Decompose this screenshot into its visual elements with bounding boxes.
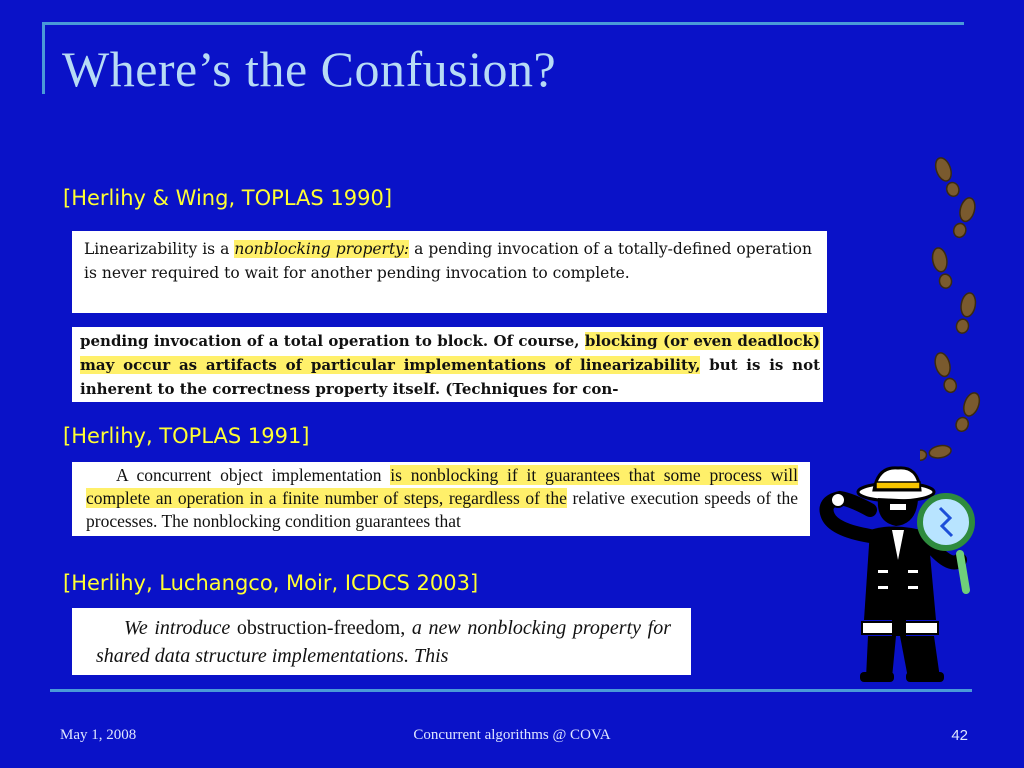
- excerpt-3-highlight: is nonblocking if it guarantees that some process will complete an operation in a finite number of steps, regardless of the: [86, 465, 798, 508]
- footprint-6: [954, 390, 982, 434]
- citation-herlihy-luchangco-moir: [Herlihy, Luchangco, Moir, ICDCS 2003]: [63, 571, 479, 595]
- footprint-3: [931, 247, 953, 290]
- excerpt-1-text-before: Linearizability is a: [84, 240, 235, 258]
- excerpt-box-3: [72, 462, 810, 536]
- footprints-icon: [920, 150, 995, 480]
- excerpt-3-text-before: A concurrent object implementation: [116, 465, 391, 485]
- excerpt-3-text-after: relative execution speeds of the processes. The nonblocking condition guarantees that: [86, 488, 799, 531]
- slide-number: 42: [951, 727, 968, 744]
- footer-title: Concurrent algorithms @ COVA: [413, 727, 611, 743]
- detective-clipart: [800, 460, 985, 685]
- footer-date: May 1, 2008: [60, 727, 137, 743]
- excerpt-2-text-after: but is is not inherent to the correctness property itself. (Techniques for con-: [80, 356, 820, 398]
- footprint-2: [952, 196, 977, 239]
- frame-bottom-rule: [50, 689, 972, 692]
- excerpt-text-2: [80, 329, 820, 401]
- excerpt-4-text-before: We introduce: [124, 617, 237, 639]
- frame-left-rule: [42, 22, 45, 94]
- excerpt-box-2: [72, 327, 823, 402]
- footprint-5: [933, 351, 958, 394]
- excerpt-1-highlight: nonblocking property:: [234, 240, 410, 258]
- footprint-4: [955, 292, 977, 335]
- excerpt-box-1: [72, 231, 827, 313]
- excerpt-text-4: [96, 614, 671, 670]
- citation-herlihy-1991: [Herlihy, TOPLAS 1991]: [63, 424, 310, 448]
- citation-herlihy-wing: [Herlihy & Wing, TOPLAS 1990]: [63, 186, 393, 210]
- excerpt-4-plain: obstruction-freedom,: [236, 617, 406, 639]
- excerpt-4-text-after: a new nonblocking property for shared data structure implementations. This: [96, 617, 672, 667]
- excerpt-1-text-after: a pending invocation of a totally-defined operation is never required to wait for another pending invocation to complete.: [84, 240, 812, 282]
- excerpt-text-3: [86, 464, 798, 533]
- frame-top-rule: [42, 22, 964, 25]
- excerpt-text-1: [84, 237, 812, 285]
- excerpt-2-highlight: blocking (or even deadlock) may occur as artifacts of particular implementations of linearizability,: [80, 332, 820, 374]
- excerpt-2-text-before: pending invocation of a total operation to block. Of course,: [80, 332, 585, 350]
- footprint-1: [933, 155, 961, 199]
- excerpt-box-4: [72, 608, 691, 675]
- slide-title: Where’s the Confusion?: [62, 41, 557, 97]
